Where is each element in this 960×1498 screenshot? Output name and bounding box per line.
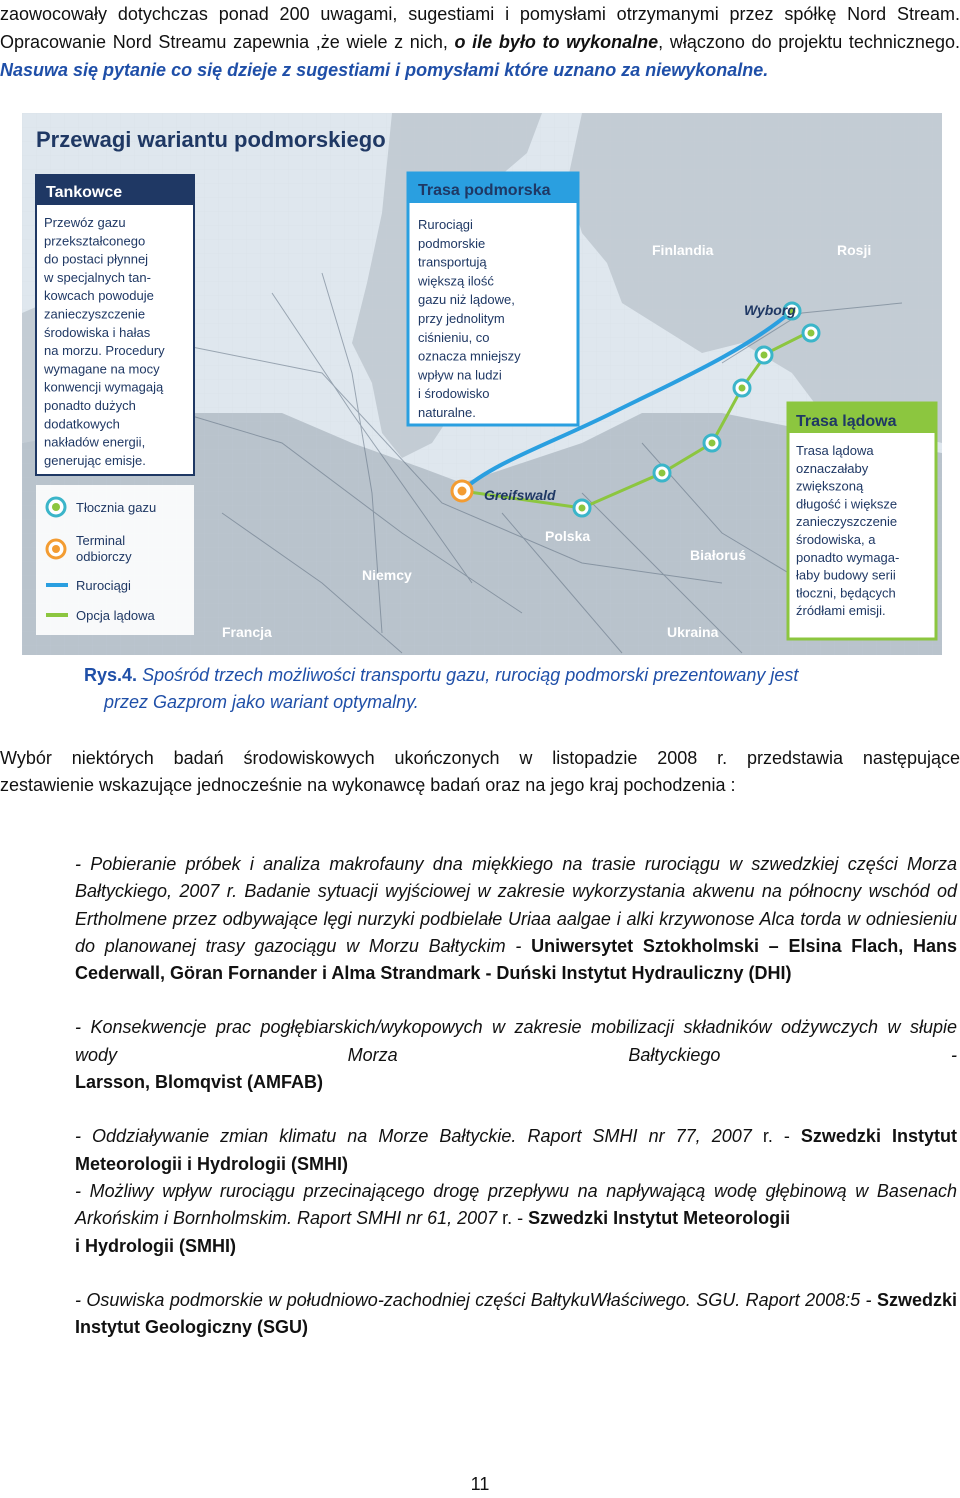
list-item-sep: r. - [502, 1208, 529, 1229]
ladowa-text-line: źródłami emisji. [796, 603, 886, 619]
list-item-author: Uniwersytet Sztokholmski – Elsina Flach, Hans Cederwall, Göran Fornander i Alma Strandmark - Duński Instytut Hydrauliczny (DHI) [75, 935, 957, 984]
list-item [75, 851, 957, 987]
tankowce-text-line: nakładów energii, [44, 434, 146, 450]
map-figure [22, 113, 942, 655]
list-item [75, 1178, 957, 1260]
intro-text-1: zaowocowały dotychczas ponad 200 uwagami, sugestiami i pomysłami otrzymanymi przez spółkę Nord Stream. Opracowanie Nord Streamu zapewnia ,że wiele z nich, [0, 4, 960, 52]
list-item-author: Szwedzki Instytut Meteorologii [528, 1208, 791, 1229]
tankowce-text-line: przekształconego [44, 233, 146, 249]
label-rosja: Rosji [837, 242, 872, 258]
caption-line-1: Spośród trzech możliwości transportu gazu, rurociąg podmorski prezentowany jest [142, 665, 799, 685]
podmorska-text-line: większą ilość [418, 273, 494, 289]
podmorska-text-line: gazu niż lądowe, [418, 292, 515, 308]
list-item-author: Szwedzki Instytut Geologiczny (SGU) [75, 1289, 957, 1338]
list-item [75, 1287, 957, 1342]
studies-intro-line-2: zestawienie wskazujące jednocześnie na wykonawcę badań oraz na jego kraj pochodzenia : [0, 775, 736, 795]
page-number: 11 [470, 1474, 490, 1494]
list-item-text: - Osuwiska podmorskie w południowo-zachodniej części BałtykuWłaściwego. SGU. Raport 2008:5 - [75, 1289, 877, 1310]
ladowa-text-line: oznaczałaby [796, 460, 869, 476]
intro-emphasis-1: o ile było to wykonalne [454, 32, 659, 52]
ladowa-text-line: środowiska, a [796, 532, 876, 547]
label-wyborg: Wyborg [744, 302, 796, 318]
ladowa-text-line: tłoczni, będących [796, 585, 896, 601]
podmorska-text-line: transportują [418, 254, 487, 270]
tankowce-text-line: do postaci płynnej [44, 251, 149, 267]
tankowce-text-line: wymagane na mocy [44, 361, 160, 377]
ladowa-text-line: Trasa lądowa [796, 443, 874, 458]
list-item-text: - Oddziaływanie zmian klimatu na Morze Bałtyckie. Raport SMHI nr 77, 2007 [75, 1126, 763, 1147]
tankowce-text-line: Przewóz gazu [44, 215, 126, 230]
label-greifswald: Greifswald [484, 487, 556, 503]
ladowa-box [788, 403, 936, 639]
list-item-sep: r. - [762, 1126, 801, 1147]
label-finlandia: Finlandia [652, 242, 714, 258]
map-svg [22, 113, 942, 655]
podmorska-text-line: przy jednolitym [418, 311, 505, 326]
tankowce-text-line: środowiska i hałas [44, 324, 151, 340]
ladowa-text-line: długość i większe [796, 496, 898, 512]
caption-label: Rys.4. [84, 665, 138, 685]
tankowce-box [36, 175, 194, 475]
list-item-author-cont: i Hydrologii (SMHI) [75, 1235, 236, 1256]
podmorska-text-line: podmorskie [418, 235, 486, 251]
list-item-author: Larsson, Blomqvist (AMFAB) [75, 1072, 324, 1093]
tankowce-text-line: kowcach powoduje [44, 288, 154, 304]
caption-line-2: przez Gazprom jako wariant optymalny. [104, 692, 419, 712]
list-item-text: - Konsekwencje prac pogłębiarskich/wykopowych w zakresie mobilizacji składników odżywczych w słupie wody Morza Bałtyckiego - [75, 1017, 957, 1065]
tankowce-text-line: w specjalnych tan- [44, 269, 151, 285]
legend-tlocznia: Tłocznia gazu [76, 500, 157, 515]
list-item [75, 1014, 957, 1096]
intro-question: Nasuwa się pytanie co się dzieje z sugestiami i pomysłami które uznano za niewykonalne. [0, 60, 769, 80]
list-item-text: - Możliwy wpływ rurociągu przecinającego drogę przepływu na napływającą wodę głębinową w Basenach Arkońskim i Bornholmskim. Raport SMHI nr 61, 2007 [75, 1180, 957, 1229]
label-polska: Polska [545, 528, 591, 544]
label-ukraina: Ukraina [667, 624, 719, 640]
podmorska-title: Trasa podmorska [418, 182, 551, 199]
label-bialorus: Białoruś [690, 547, 747, 563]
podmorska-text-line: oznacza mniejszy [418, 348, 521, 364]
tankowce-title: Tankowce [46, 184, 123, 201]
list-item [75, 1123, 957, 1178]
intro-paragraph [0, 0, 960, 84]
podmorska-box [408, 173, 578, 425]
ladowa-text-line: łaby budowy serii [796, 567, 896, 583]
podmorska-text-line: naturalne. [418, 405, 476, 420]
tankowce-text-line: generując emisje. [44, 452, 146, 468]
ladowa-text-line: ponadto wymaga- [796, 549, 900, 565]
legend-box [36, 485, 194, 635]
podmorska-text-line: i środowisko [418, 386, 490, 402]
tankowce-text-line: dodatkowych [44, 416, 120, 432]
studies-intro-paragraph [0, 745, 960, 799]
tankowce-text-line: ponadto dużych [44, 398, 136, 413]
label-francja: Francja [222, 624, 272, 640]
figure-caption [84, 662, 934, 716]
ladowa-text-line: zwiększoną [796, 478, 864, 494]
list-item-text: - Pobieranie próbek i analiza makrofauny dna miękkiego na trasie rurociągu w szwedzkiej części Morza Bałtyckiego, 2007 r. Badanie sytuacji wyjściowej w zakresie wykorzystania akwenu na północny wschód od Ertholmene przez odbywające lęgi nurzyki podbielałe Uriaa aalgae i alki krzywonose Alca torda w odniesieniu do planowanej trasy gazociągu w Morzu Bałtyckim - [75, 854, 957, 956]
tankowce-text-line: zanieczyszczenie [44, 306, 146, 322]
figure-title: Przewagi wariantu podmorskiego [36, 127, 386, 152]
legend-terminal-2: odbiorczy [76, 549, 132, 564]
legend-terminal-1: Terminal [76, 533, 126, 548]
studies-list [75, 824, 957, 1341]
ladowa-text-line: zanieczyszczenie [796, 514, 898, 530]
podmorska-text-line: wpływ na ludzi [418, 367, 502, 383]
podmorska-text-line: ciśnieniu, co [418, 329, 490, 345]
legend-rurociagi: Rurociągi [76, 578, 131, 593]
label-niemcy: Niemcy [362, 567, 412, 583]
studies-intro-line-1: Wybór niektórych badań środowiskowych ukończonych w listopadzie 2008 r. przedstawia następujące [0, 748, 960, 768]
list-item-author: Szwedzki Instytut Meteorologii i Hydrologii (SMHI) [75, 1126, 957, 1174]
intro-text-2: , włączono do projektu technicznego. [658, 32, 960, 52]
ladowa-title: Trasa lądowa [796, 413, 897, 430]
tankowce-text-line: konwencji wymagają [44, 379, 164, 395]
podmorska-text-line: Rurociągi [418, 217, 473, 232]
tankowce-text-line: na morzu. Procedury [44, 343, 165, 359]
legend-opcja: Opcja lądowa [76, 608, 155, 623]
